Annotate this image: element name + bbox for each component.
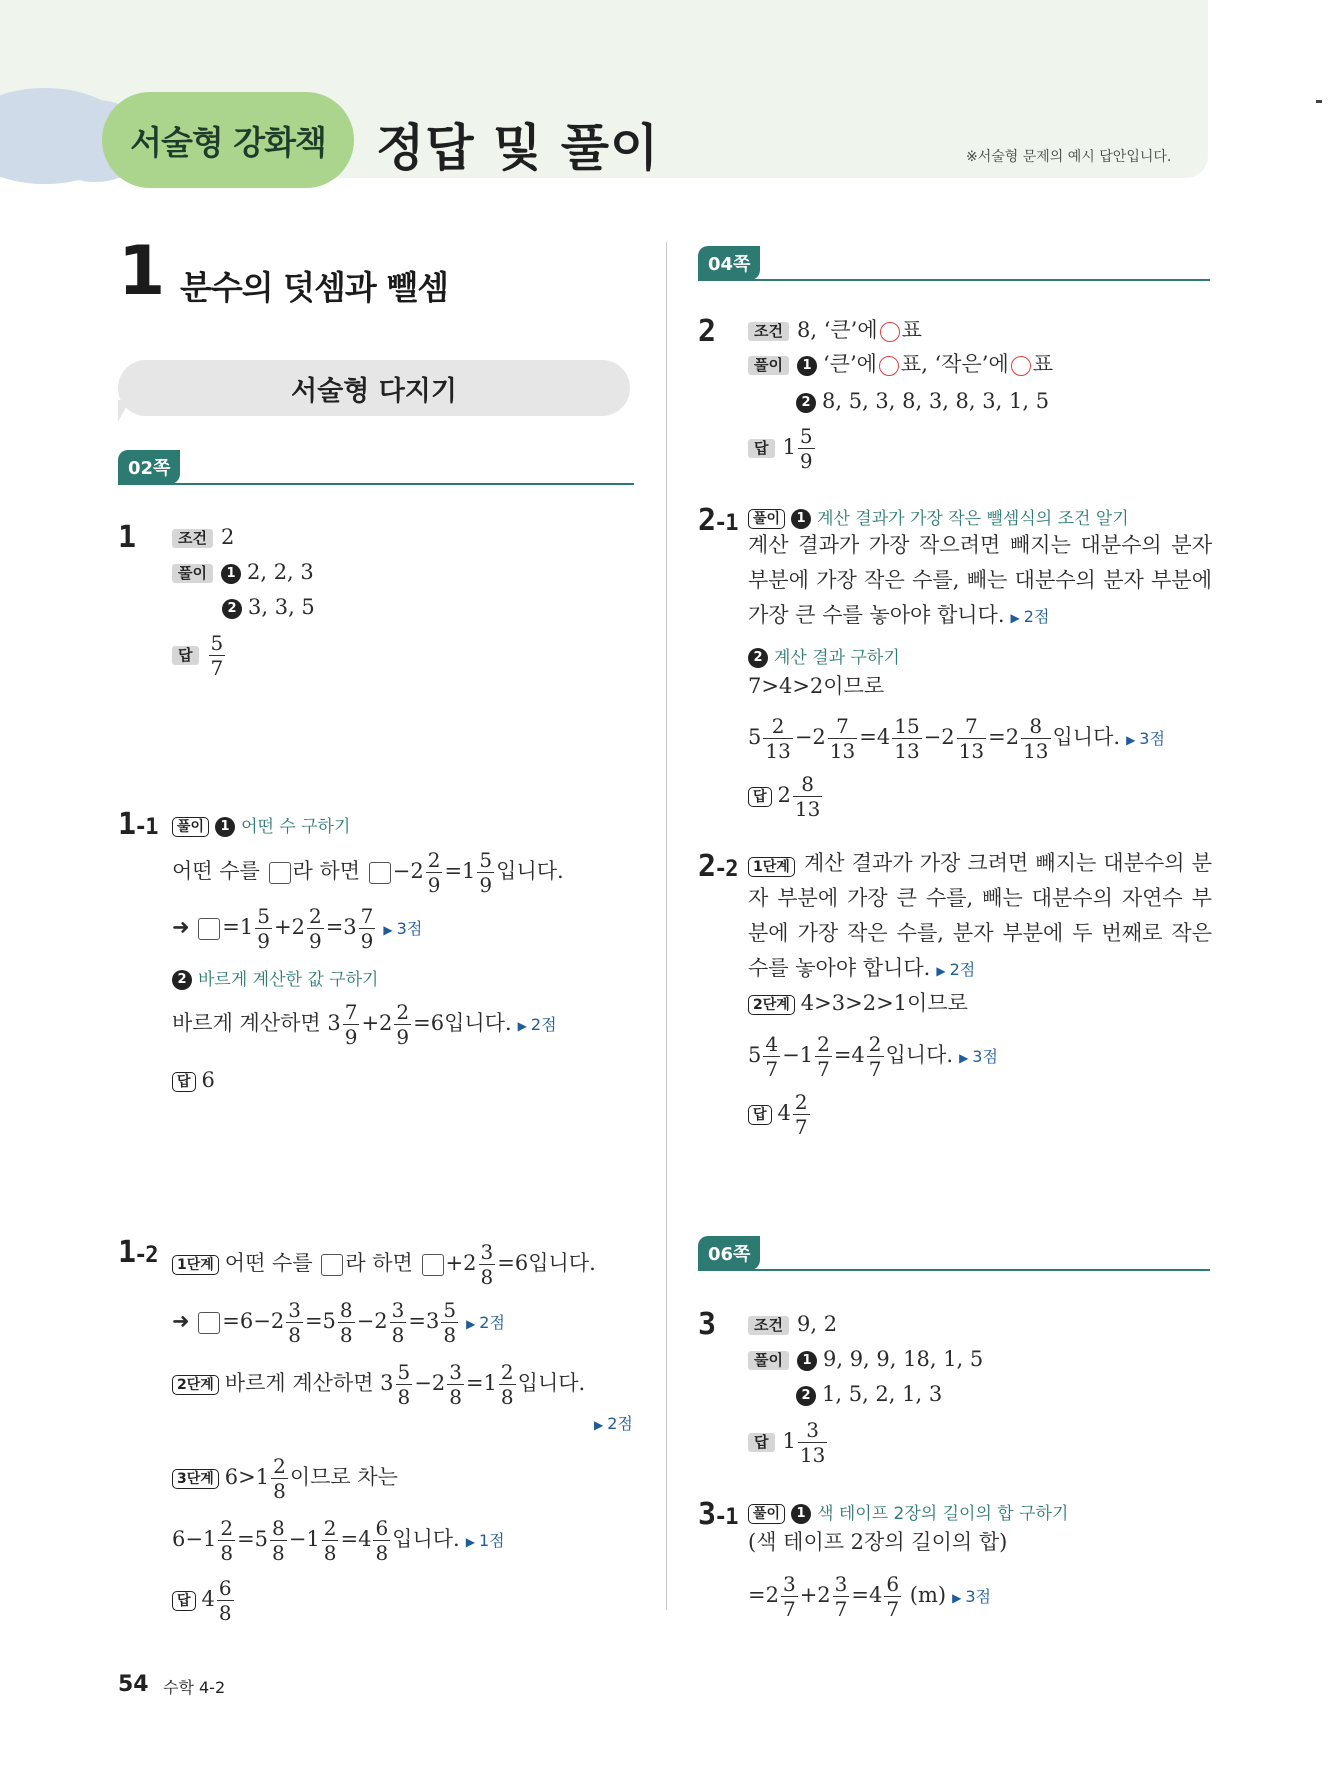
section-banner: 서술형 다지기 [118, 360, 630, 416]
red-circle-icon [879, 356, 899, 376]
p2-solution-1: 풀이 1 ‘큰’에 표, ‘작은’에 표 [748, 354, 1053, 376]
points: ▶ 2점 [936, 960, 975, 979]
fraction: $\frac{5}{9}$ [799, 424, 813, 473]
fraction: $\frac{8}{13}$ [1023, 714, 1049, 763]
page-tab-04: 04쪽 [698, 246, 760, 280]
solution-label: 풀이 [172, 817, 209, 837]
red-circle-icon [880, 322, 900, 342]
fraction: $\frac{2}{13}$ [765, 714, 791, 763]
p3-1-line-2: =2 $\frac{3}{7}$ +2 $\frac{3}{7}$ =4 $\frac{6}{7}$ (m)▶ 3점 [748, 1574, 991, 1619]
points: ▶ 3점 [1126, 729, 1165, 748]
fraction: $\frac{2}{8}$ [273, 1454, 286, 1503]
p3-1-line-1: (색 테이프 2장의 길이의 합) [748, 1530, 1008, 1554]
fraction: $\frac{2}{8}$ [323, 1516, 337, 1565]
step-two-icon: 2 [222, 599, 242, 619]
fraction: $\frac{3}{7}$ [834, 1572, 848, 1621]
condition-label: 조건 [748, 322, 789, 341]
p1-1-line-3: 바르게 계산하면 3 $\frac{7}{9}$ +2 $\frac{2}{9}$ =6입니다.▶ 2점 [172, 1002, 557, 1047]
step-one-icon: 1 [791, 1504, 811, 1524]
blank-box-icon [321, 1254, 343, 1276]
points: ▶ 2점 [594, 1414, 633, 1433]
stage-label: 2단계 [748, 995, 795, 1015]
page-number: 54 [118, 1672, 149, 1697]
step-two-icon: 2 [748, 648, 768, 668]
points: ▶ 2점 [466, 1313, 505, 1332]
fraction: $\frac{3}{8}$ [449, 1360, 462, 1409]
p1-2-points-2 [588, 1412, 633, 1433]
points: ▶ 2점 [1011, 607, 1050, 626]
answer-label: 답 [172, 1591, 196, 1611]
fraction: $\frac{7}{13}$ [958, 714, 985, 763]
p3-answer: 답 1 $\frac{3}{13}$ [748, 1420, 829, 1465]
fraction: $\frac{3}{8}$ [391, 1298, 405, 1347]
fraction: $\frac{2}{7}$ [817, 1032, 830, 1081]
blank-box-icon [198, 1312, 220, 1334]
fraction: $\frac{2}{8}$ [500, 1360, 514, 1409]
blank-box-icon [269, 862, 291, 884]
p2-1-answer: 답 2 $\frac{8}{13}$ [748, 774, 824, 819]
page-tab-02: 02쪽 [118, 450, 180, 484]
arrow-icon: ➜ [172, 1309, 190, 1333]
solution-label: 풀이 [172, 564, 213, 583]
points: ▶ 2점 [518, 1015, 557, 1034]
p3-1-step-1: 풀이 1 색 테이프 2장의 길이의 합 구하기 [748, 1502, 1068, 1524]
fraction: $\frac{3}{13}$ [799, 1418, 826, 1467]
stage-label: 1단계 [748, 857, 795, 877]
column-divider [666, 242, 667, 1610]
fraction: $\frac{2}{8}$ [220, 1516, 234, 1565]
p2-2-stage-1 [748, 855, 801, 877]
solution-label: 풀이 [748, 1351, 789, 1370]
problem-number: 2-1 [698, 503, 737, 538]
p2-condition: 조건 8, ‘큰’에 표 [748, 320, 922, 342]
fraction: $\frac{2}{9}$ [427, 848, 441, 897]
stage-label: 3단계 [172, 1469, 219, 1489]
p2-2-answer: 답 4 $\frac{2}{7}$ [748, 1092, 812, 1137]
p2-2-line-3: 5 $\frac{4}{7}$ −1 $\frac{2}{7}$ =4 $\frac{2}{7}$ 입니다.▶ 3점 [748, 1034, 998, 1079]
p3-solution-1: 풀이 1 9, 9, 9, 18, 1, 5 [748, 1349, 983, 1371]
answer-label: 답 [748, 439, 775, 458]
stage-label: 2단계 [172, 1375, 219, 1395]
fraction: $\frac{15}{13}$ [894, 714, 920, 763]
p1-2-answer: 답 4 $\frac{6}{8}$ [172, 1578, 236, 1623]
p2-1-explanation: 계산 결과가 가장 작으려면 빼지는 대분수의 분자 부분에 가장 작은 수를, 빼는 대분수의 분자 부분에 가장 큰 수를 놓아야 합니다.▶ 2점 [748, 528, 1212, 636]
p1-2-line-1: 1단계 어떤 수를 라 하면 +2 $\frac{3}{8}$ =6입니다. [172, 1242, 596, 1287]
p1-1-step-1: 풀이 1 어떤 수 구하기 [172, 815, 350, 837]
fraction: $\frac{5}{8}$ [397, 1360, 411, 1409]
page-rule [698, 279, 1210, 281]
p2-1-line-2: 5 $\frac{2}{13}$ −2 $\frac{7}{13}$ =4 $\frac{15}{13}$ −2 $\frac{7}{13}$ =2 $\frac{8}{13}$ 입니다.▶ 3점 [748, 716, 1165, 761]
chapter-title: 분수의 덧셈과 뺄셈 [180, 268, 449, 307]
step-two-icon: 2 [172, 970, 192, 990]
fraction: $\frac{3}{7}$ [782, 1572, 796, 1621]
p2-1-line-1: 7>4>2이므로 [748, 674, 885, 698]
fraction: $\frac{6}{7}$ [886, 1572, 900, 1621]
p3-solution-2: 2 1, 5, 2, 1, 3 [796, 1384, 942, 1406]
fraction: $\frac{5}{8}$ [443, 1298, 457, 1347]
problem-number: 3 [698, 1307, 715, 1342]
p1-2-line-3: 2단계 바르게 계산하면 3 $\frac{5}{8}$ −2 $\frac{3}{8}$ =1 $\frac{2}{8}$ 입니다. [172, 1362, 585, 1407]
problem-number: 2 [698, 314, 715, 349]
problem-number: 1-2 [118, 1235, 157, 1270]
condition-label: 조건 [748, 1316, 789, 1335]
problem-number: 1-1 [118, 807, 157, 842]
p1-answer [172, 633, 227, 678]
fraction: $\frac{2}{7}$ [794, 1090, 808, 1139]
answer-label: 답 [172, 1072, 196, 1092]
fraction: $\frac{5}{9}$ [479, 848, 493, 897]
fraction: $\frac{2}{9}$ [396, 1000, 410, 1049]
header-badge: 서술형 강화책 [102, 92, 354, 188]
p1-1-line-2: ➜ =1 $\frac{5}{9}$ +2 $\frac{2}{9}$ =3 $\frac{7}{9}$ ▶ 3점 [172, 906, 422, 951]
fraction: $\frac{8}{8}$ [339, 1298, 353, 1347]
page-tab-06: 06쪽 [698, 1236, 760, 1270]
p1-solution-1: 풀이 1 2, 2, 3 [172, 562, 314, 584]
header-note: ※서술형 문제의 예시 답안입니다. [966, 149, 1172, 165]
step-two-icon: 2 [796, 1386, 816, 1406]
blank-box-icon [198, 918, 220, 940]
fraction: $\frac{7}{13}$ [829, 714, 856, 763]
p1-1-answer: 답 6 [172, 1070, 215, 1092]
p3-condition: 조건 9, 2 [748, 1314, 837, 1335]
answer-label: 답 [748, 787, 772, 807]
fraction: $\frac{2}{9}$ [308, 904, 322, 953]
p1-solution-2: 2 3, 3, 5 [222, 597, 315, 619]
p1-2-line-4: 3단계 6>1 $\frac{2}{8}$ 이므로 차는 [172, 1456, 398, 1501]
step-one-icon: 1 [791, 509, 811, 529]
p2-1-step-2: 2 계산 결과 구하기 [748, 646, 900, 668]
p2-answer: 답 1 $\frac{5}{9}$ [748, 426, 817, 471]
arrow-icon: ➜ [172, 915, 190, 939]
fraction: $\frac{3}{8}$ [480, 1240, 494, 1289]
step-two-icon: 2 [796, 393, 816, 413]
page-title: 정답 및 풀이 [376, 119, 660, 177]
fraction: $\frac{5}{9}$ [257, 904, 270, 953]
step-one-icon: 1 [797, 356, 817, 376]
points: ▶ 1점 [466, 1531, 505, 1550]
stage-label: 1단계 [172, 1255, 219, 1275]
fraction: $\frac{8}{8}$ [272, 1516, 285, 1565]
problem-number: 2-2 [698, 849, 737, 884]
answer-label: 답 [748, 1433, 775, 1452]
p1-1-step-2: 2 바르게 계산한 값 구하기 [172, 968, 378, 990]
fraction: $\frac{4}{7}$ [765, 1032, 779, 1081]
chapter-number: 1 [118, 232, 166, 311]
fraction: $\frac{5}{7}$ [210, 631, 224, 680]
fraction: $\frac{6}{8}$ [218, 1576, 232, 1625]
edge-mark [1316, 100, 1322, 103]
answer-label: 답 [748, 1105, 772, 1125]
step-one-icon: 1 [215, 817, 235, 837]
solution-label: 풀이 [748, 356, 789, 375]
p1-2-line-2: ➜ =6−2 $\frac{3}{8}$ =5 $\frac{8}{8}$ −2 $\frac{3}{8}$ =3 $\frac{5}{8}$ ▶ 2점 [172, 1300, 505, 1345]
p1-2-line-5: 6−1 $\frac{2}{8}$ =5 $\frac{8}{8}$ −1 $\frac{2}{8}$ =4 $\frac{6}{8}$ 입니다.▶ 1점 [172, 1518, 505, 1563]
points: ▶ 3점 [952, 1587, 991, 1606]
blank-box-icon [369, 862, 391, 884]
solution-label: 풀이 [748, 509, 785, 529]
answer-label: 답 [172, 646, 199, 665]
fraction: $\frac{7}{9}$ [360, 904, 374, 953]
fraction: $\frac{3}{8}$ [288, 1298, 301, 1347]
section-banner-tail [118, 400, 130, 422]
step-one-icon: 1 [221, 564, 241, 584]
fraction: $\frac{6}{8}$ [375, 1516, 389, 1565]
page-rule [118, 483, 634, 485]
points: ▶ 3점 [959, 1047, 998, 1066]
problem-number: 1 [118, 520, 135, 555]
points: ▶ 3점 [383, 919, 422, 938]
page-rule [698, 1269, 1210, 1271]
p2-1-step-1: 풀이 1 계산 결과가 가장 작은 뺄셈식의 조건 알기 [748, 507, 1129, 529]
solution-label: 풀이 [748, 1504, 785, 1524]
fraction: $\frac{8}{13}$ [794, 772, 821, 821]
blank-box-icon [422, 1254, 444, 1276]
p2-2-line-2: 2단계 4>3>2>1이므로 [748, 993, 968, 1015]
subject-label: 수학 4-2 [163, 1678, 226, 1697]
fraction: $\frac{2}{7}$ [868, 1032, 882, 1081]
step-one-icon: 1 [797, 1351, 817, 1371]
p2-solution-2: 2 8, 5, 3, 8, 3, 8, 3, 1, 5 [796, 391, 1049, 413]
condition-label: 조건 [172, 529, 213, 548]
fraction: $\frac{7}{9}$ [344, 1000, 358, 1049]
p1-condition: 조건 2 [172, 527, 234, 548]
p2-2-explanation: 계산 결과가 가장 크려면 빼지는 대분수의 분자 부분에 가장 큰 수를, 빼는 대분수의 자연수 부분에 가장 작은 수를, 분자 부분에 두 번째로 작은 수를 놓아야 합니다.▶ 2점 [748, 846, 1212, 989]
p1-1-line-1: 어떤 수를 라 하면 −2 $\frac{2}{9}$ =1 $\frac{5}{9}$ 입니다. [172, 848, 564, 897]
problem-number: 3-1 [698, 1497, 737, 1532]
red-circle-icon [1011, 356, 1031, 376]
